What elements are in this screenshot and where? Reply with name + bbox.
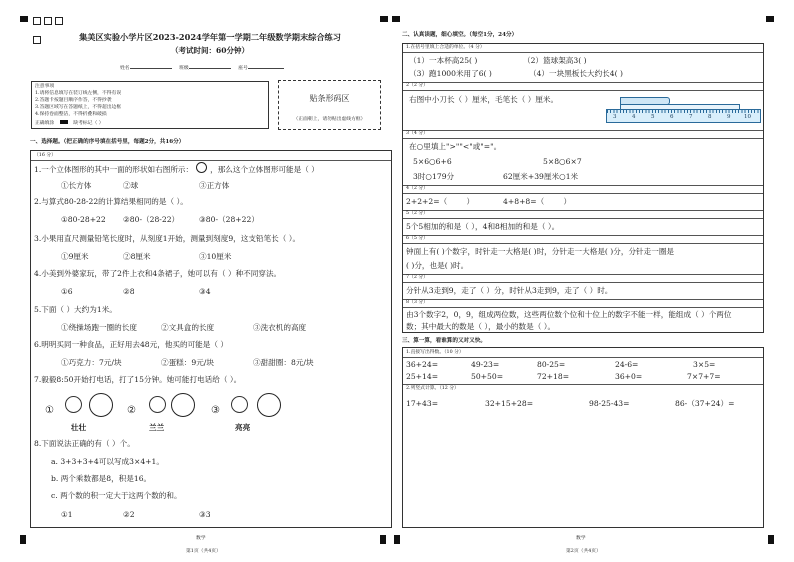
calc-item[interactable]: 36+24=: [406, 360, 439, 369]
option-marker[interactable]: ②: [127, 405, 136, 416]
question-text[interactable]: ( )分，也是( )时。: [406, 261, 469, 270]
footer-subject: 数学: [576, 536, 586, 541]
compare-item[interactable]: 3时○179分: [413, 172, 455, 181]
notice-line: 4.保持卷面整洁，不得折叠和破损: [35, 112, 107, 117]
barcode-area: [278, 80, 381, 130]
option[interactable]: ③甜甜圈：8元/块: [253, 358, 314, 367]
option[interactable]: ①巧克力：7元/块: [61, 358, 122, 367]
question-title: 2.列竖式计算。（12 分）: [406, 386, 459, 391]
question-1: 1.一个立体图形的其中一面的形状如右图所示： ，那么这个立体图形可能是（ ）: [34, 162, 319, 175]
option[interactable]: ②蛋糕：9元/块: [161, 358, 214, 367]
option[interactable]: ③80-（28+22）: [199, 215, 259, 224]
question-text: 在○里填上">""<"或"="。: [409, 142, 502, 151]
option[interactable]: ①绕操场跑一圈的长度: [61, 323, 137, 332]
barcode-note: （正面朝上，请勿贴出虚线方框）: [293, 117, 366, 122]
child-figure-icon: [65, 396, 82, 413]
question-title: 7（2 分）: [406, 275, 429, 280]
section3-frame: [402, 347, 764, 528]
question-5: 5.下面（ ）大约为1米。: [34, 305, 117, 314]
question-6: 6.明明买同一种食品，正好用去48元，他买的可能是（ ）: [34, 340, 228, 349]
student-info-line: 姓名 班级 座号: [120, 66, 340, 72]
option[interactable]: ③洗衣机的高度: [253, 323, 307, 332]
vertical-calc-item[interactable]: 86-（37+24）=: [675, 399, 735, 408]
question-text[interactable]: 2+2+2=（ ） 4+8+8=（ ）: [406, 197, 572, 206]
notice-line: 1.请将信息填写在装订线左侧，不得有误: [35, 91, 122, 96]
clock-icon: [257, 393, 281, 417]
vertical-calc-item[interactable]: 32+15+28=: [485, 399, 534, 408]
child-figure-icon: [149, 396, 166, 413]
ruler-figure: [606, 91, 761, 127]
option[interactable]: ①80-28+22: [61, 215, 106, 224]
ruler-tick-label: 5: [651, 114, 655, 120]
option[interactable]: ②80-（28-22）: [123, 215, 180, 224]
points-label: （16 分）: [34, 153, 57, 158]
child-name: 壮壮: [71, 423, 87, 432]
question-8: 8.下面说法正确的有（ ）个。: [34, 439, 135, 448]
question-title: 4（2 分）: [406, 186, 429, 191]
question-title: 6（5 分）: [406, 236, 429, 241]
question-title: 2（2 分）: [406, 83, 429, 88]
vertical-calc-item[interactable]: 98-25-43=: [589, 399, 630, 408]
corner-mark: [380, 535, 386, 544]
calc-item[interactable]: 3×5=: [693, 360, 716, 369]
circle-shape-icon: [196, 162, 207, 173]
footer-subject: 数学: [196, 536, 206, 541]
clock-icon: [89, 393, 113, 417]
ruler-tick-label: 9: [727, 114, 731, 120]
fill-item[interactable]: （4）一块黑板长大约长4( ): [529, 69, 623, 78]
option[interactable]: ①长方体: [61, 181, 92, 190]
option[interactable]: ③3: [199, 510, 211, 519]
child-figure-icon: [231, 396, 248, 413]
question-text[interactable]: 数；其中最大的数是（ ），最小的数是（ ）。: [406, 322, 556, 331]
barcode-title: 贴条形码区: [309, 94, 350, 103]
ruler-tick-label: 4: [632, 114, 636, 120]
section-heading: 二、认真读题，细心填空。（每空1分，24分）: [402, 32, 518, 38]
ruler-tick-label: 6: [670, 114, 674, 120]
footer-page: 第1页（共4页）: [186, 549, 221, 554]
compare-item[interactable]: 62厘米+39厘米○1米: [503, 172, 579, 181]
vertical-calc-item[interactable]: 17+43=: [406, 399, 439, 408]
page-subtitle: （考试时间：60分钟）: [171, 46, 249, 55]
ruler-tick-label: 8: [708, 114, 712, 120]
calc-item[interactable]: 36+0=: [615, 372, 643, 381]
option-marker[interactable]: ①: [45, 405, 54, 416]
question-text: 右图中小刀长（ ）厘米，毛笔长（ ）厘米。: [409, 95, 559, 104]
question-7: 7.毅毅8:50开始打电话，打了15分钟。她可能打电话给（ ）。: [34, 375, 242, 384]
ruler-tick-label: 10: [744, 114, 751, 120]
compare-item[interactable]: 5×6○6+6: [413, 157, 452, 166]
corner-mark: [20, 535, 26, 544]
calc-item[interactable]: 24-6=: [615, 360, 639, 369]
footer-page: 第2页（共4页）: [566, 549, 601, 554]
ruler-tick-label: 7: [689, 114, 693, 120]
option[interactable]: ①6: [61, 287, 73, 296]
section2-frame: [402, 43, 764, 333]
fill-example: 正确填涂 缺考标记（ ）: [35, 121, 104, 126]
question-text[interactable]: 分针从3走到9，走了（ ）分，时针从3走到9，走了（ ）时。: [406, 286, 613, 295]
option[interactable]: ③10厘米: [199, 252, 232, 261]
question-title: 1.直接写出得数。（10 分）: [406, 350, 464, 355]
question-title: 1.在括号里填上合适的单位。（4 分）: [406, 45, 485, 50]
corner-mark: [768, 535, 774, 544]
question-2: 2.与算式80-28-22的计算结果相同的是（ ）。: [34, 197, 188, 206]
option[interactable]: ②2: [123, 510, 135, 519]
child-name: 兰兰: [149, 423, 165, 432]
statement: c. 两个数的积一定大于这两个数的和。: [51, 491, 182, 500]
fill-item[interactable]: （3）跑1000米用了6( ): [409, 69, 492, 78]
section-heading: 一、选择题。（把正确的序号填在括号里，每题2分，共16分）: [30, 139, 185, 145]
option[interactable]: ①1: [61, 510, 73, 519]
calc-item[interactable]: 80-25=: [537, 360, 566, 369]
calc-item[interactable]: 50+50=: [471, 372, 504, 381]
fill-item[interactable]: （2）篮球架高3( ): [523, 56, 587, 65]
notice-box: [31, 81, 269, 129]
fill-item[interactable]: （1）一本杯高25( ): [409, 56, 478, 65]
option[interactable]: ①9厘米: [61, 252, 89, 261]
corner-mark: [20, 16, 28, 22]
question-title: 8（3 分）: [406, 300, 429, 305]
calc-item[interactable]: 49-23=: [471, 360, 500, 369]
corner-mark: [380, 16, 388, 22]
notice-line: 2.答题卡按题目顺序作答，不得抄袭: [35, 98, 112, 103]
corner-mark: [392, 16, 400, 22]
question-text[interactable]: 钟面上有( )个数字，时针走一大格是( )时，分针走一大格是( )分，分针走一圈是: [406, 247, 675, 256]
clock-icon: [171, 393, 195, 417]
question-title: 5（2 分）: [406, 211, 429, 216]
question-4: 4.小美到外婆家玩，带了2件上衣和4条裙子，她可以有（ ）种不同穿法。: [34, 269, 282, 278]
corner-mark: [766, 16, 774, 22]
option[interactable]: ②8厘米: [123, 252, 151, 261]
statement: a. 3+3+3+4可以写成3×4+1。: [51, 457, 164, 466]
question-3: 3.小果用直尺测量铅笔长度时，从刻度1开始，测量到刻度9，这支铅笔长（ ）。: [34, 234, 301, 243]
ruler-tick-label: 3: [613, 114, 617, 120]
question-text[interactable]: 5个5相加的和是（ ），4和8相加的和是（ ）。: [406, 222, 560, 231]
question-text[interactable]: 由3个数字2，0，9，组成两位数，这些两位数个位和十位上的数字不能一样，能组成（ ）个两位: [406, 310, 732, 319]
calc-item[interactable]: 25+14=: [406, 372, 439, 381]
option[interactable]: ③4: [199, 287, 211, 296]
option[interactable]: ②球: [123, 181, 139, 190]
section1-frame: [30, 150, 392, 528]
calc-item[interactable]: 72+18=: [537, 372, 570, 381]
page-title: 集美区实验小学片区2023-2024学年第一学期二年级数学期末综合练习: [79, 32, 341, 42]
notice-line: 3.答题区域写在答题纸上，不得超出边框: [35, 105, 122, 110]
option[interactable]: ②文具盒的长度: [161, 323, 215, 332]
child-name: 亮亮: [235, 423, 251, 432]
question-title: 3（4 分）: [406, 131, 429, 136]
check-boxes: [33, 10, 73, 16]
notice-title: 注意事项: [35, 84, 55, 89]
calc-item[interactable]: 7×7+7=: [687, 372, 721, 381]
statement: b. 两个乘数都是8，积是16。: [51, 474, 152, 483]
section-heading: 三、算一算，看谁算的又对又快。: [402, 338, 486, 344]
option[interactable]: ②8: [123, 287, 135, 296]
corner-mark: [394, 535, 400, 544]
ruler: [606, 109, 761, 123]
compare-item[interactable]: 5×8○6×7: [543, 157, 582, 166]
option[interactable]: ③正方体: [199, 181, 230, 190]
option-marker[interactable]: ③: [211, 405, 220, 416]
